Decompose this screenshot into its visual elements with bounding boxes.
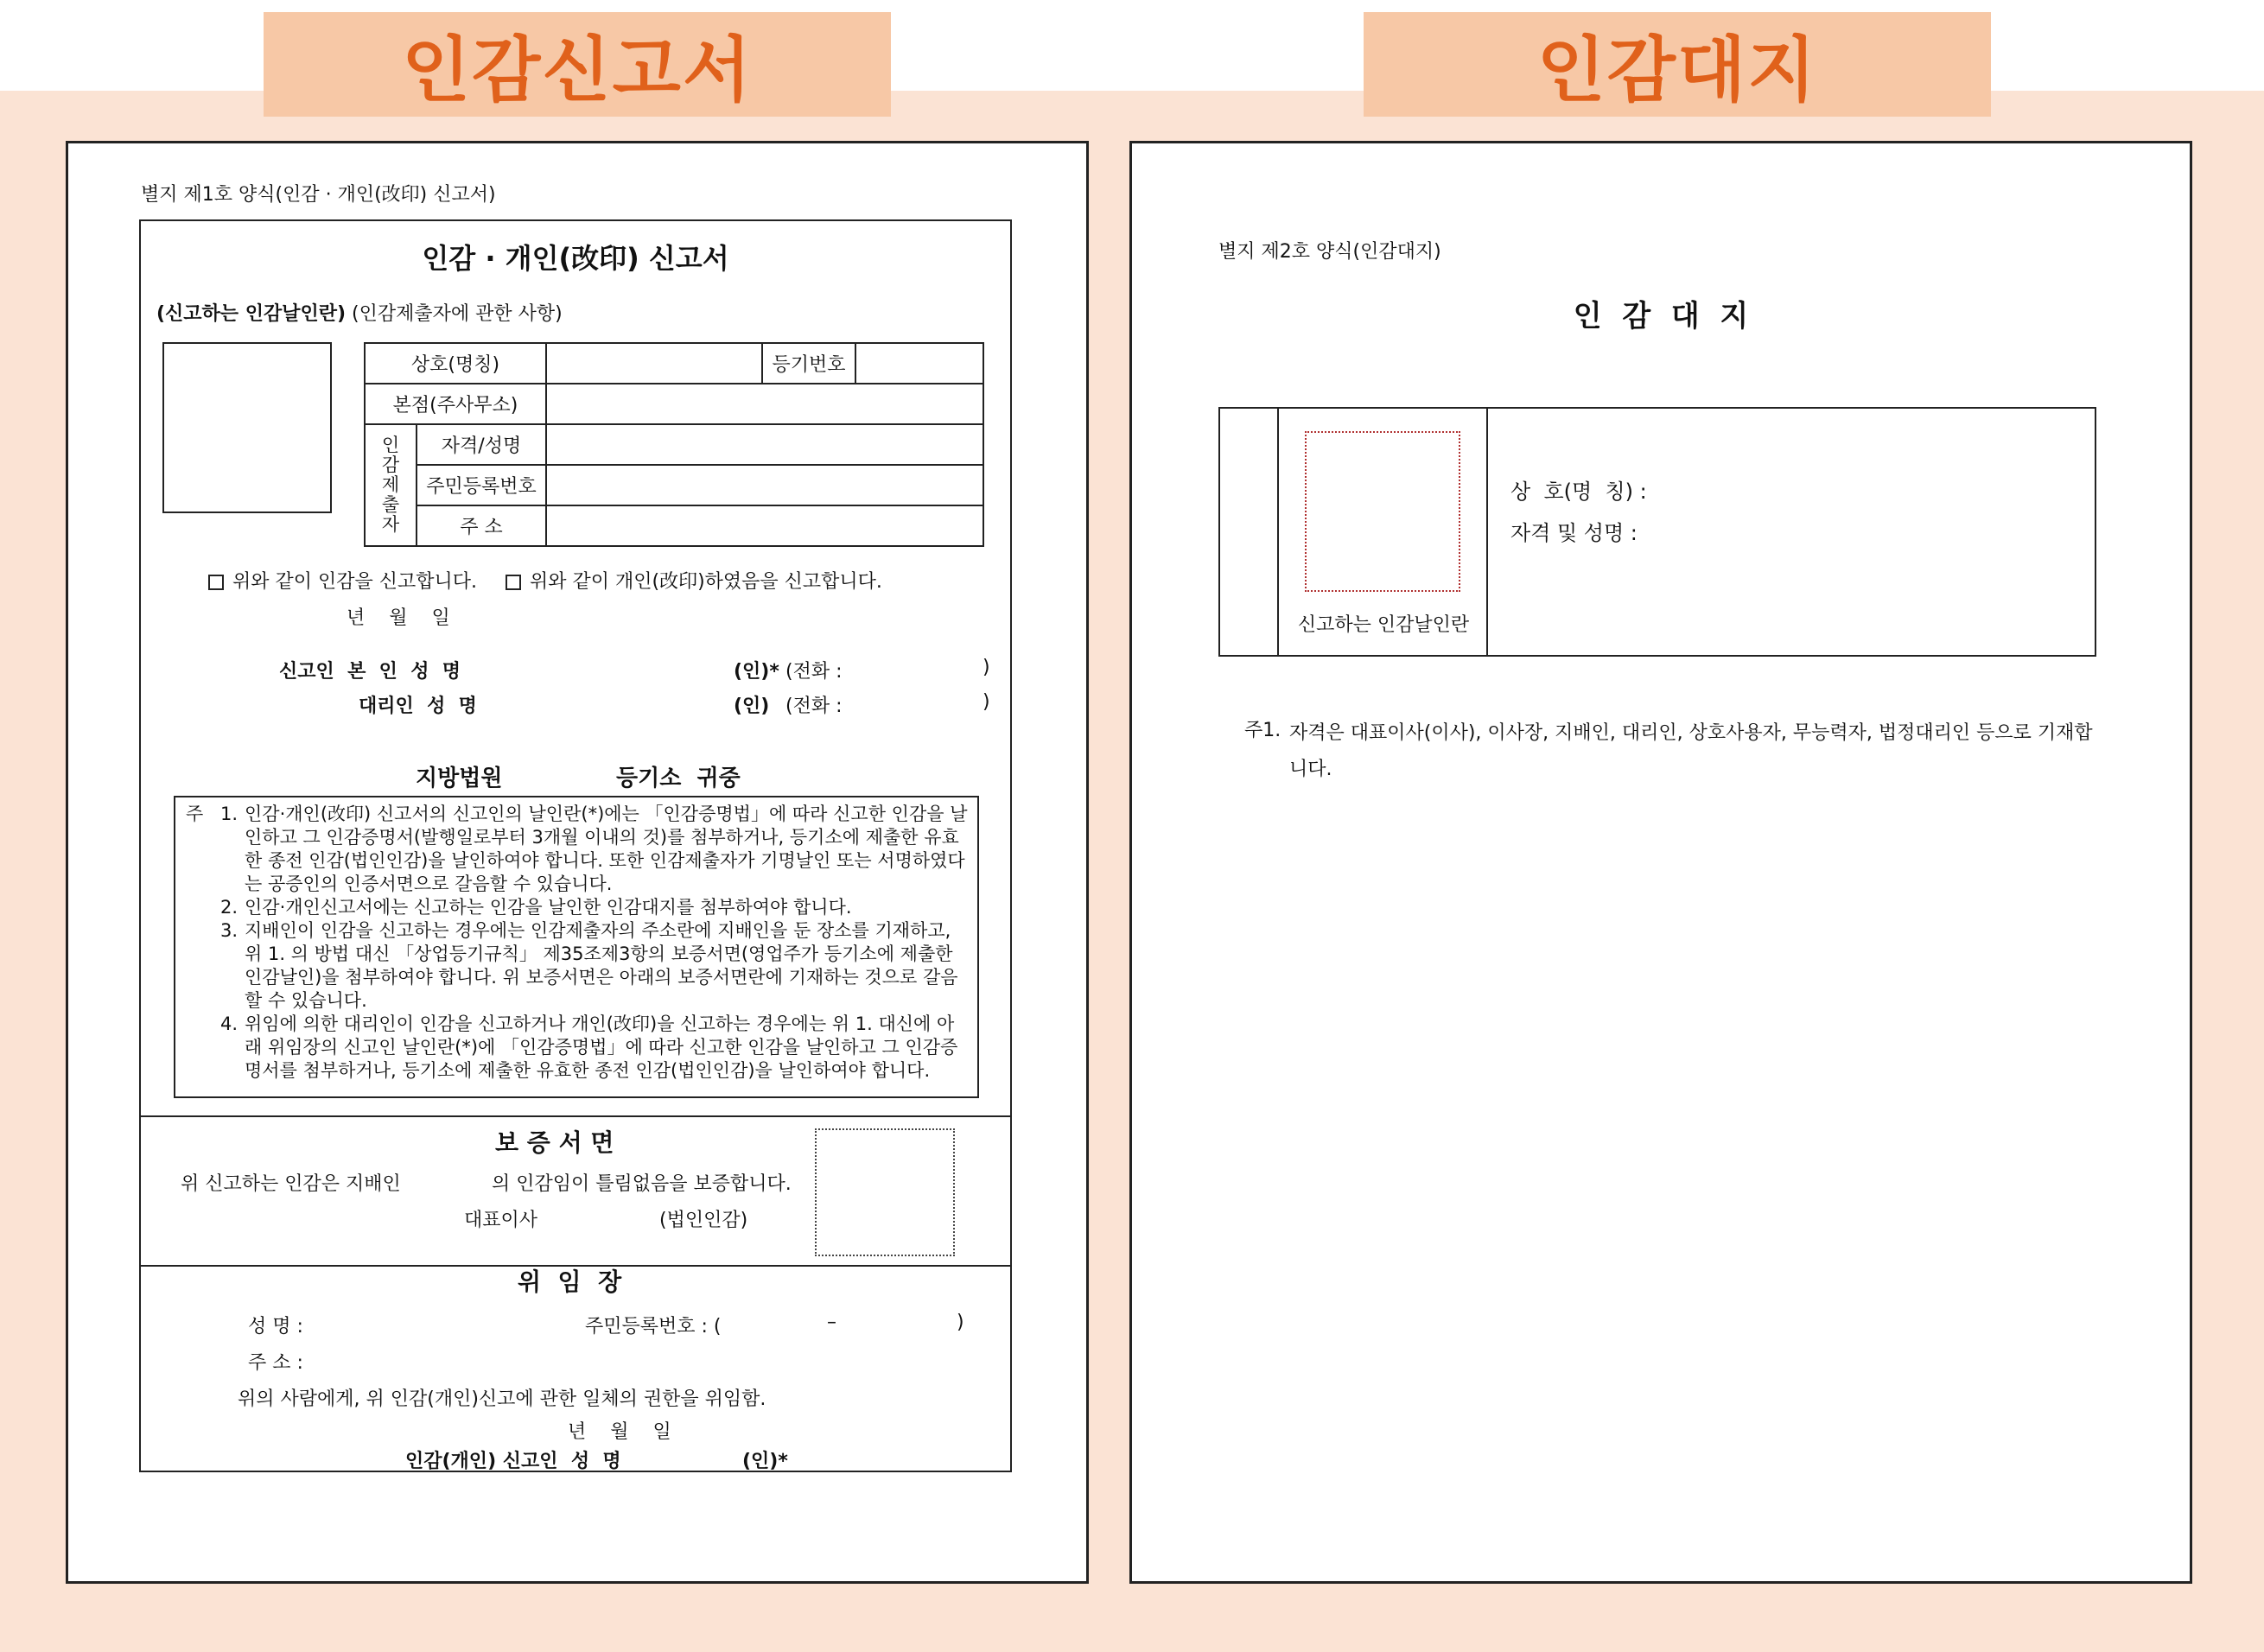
proxy-resident-close: ) <box>957 1312 964 1333</box>
seal-stamp-column <box>1279 409 1488 655</box>
attachment-label: 별지 제1호 양식(인감 · 개인(改印) 신고서) <box>141 184 496 206</box>
subtitle-rest: (인감제출자에 관한 사항) <box>352 303 563 325</box>
attachment-label-2: 별지 제2호 양식(인감대지) <box>1218 241 1441 263</box>
proxy-resident-dash: – <box>827 1312 836 1333</box>
seal-caption: 신고하는 인감날인란 <box>1297 614 1470 636</box>
field-reg-no[interactable] <box>855 343 983 384</box>
label-address: 주 소 <box>417 505 546 546</box>
declarant-seal: (인)* <box>734 661 779 683</box>
notes-box <box>174 796 979 1098</box>
report-date: 년 월 일 <box>347 607 450 629</box>
note-3-num: 3. <box>220 920 238 941</box>
banner-seal-report: 인감신고서 <box>264 12 891 117</box>
note-2-text: 인감·개인신고서에는 신고하는 인감을 날인한 인감대지를 첨부하여야 합니다. <box>245 897 852 918</box>
guarantee-line-b: 의 인감임이 틀림없음을 보증합니다. <box>492 1173 792 1195</box>
seal-stamp-box[interactable] <box>162 342 332 513</box>
note-1-num: 1. <box>220 804 238 824</box>
field-address[interactable] <box>546 505 983 546</box>
form-title: 인감 · 개인(改印) 신고서 <box>422 242 729 275</box>
note-1-text: 인감·개인(改印) 신고서의 신고인의 날인란(*)에는 「인감증명법」에 따라 신고한 인감을 날인하고 그 인감증명서(발행일로부터 3개월 이내의 것)를 첨부하거나, 등기소에 제출한 유효한 종전 인감(법인인감)을 날인하여야 합니다. 또한 인감제출자가 기명날인 또는 서명하였다는 공증인의 인증서면으로 갈음할 수 있습니다. <box>245 804 968 894</box>
field-resident-no[interactable] <box>546 465 983 505</box>
note-text-2: 자격은 대표이사(이사), 이사장, 지배인, 대리인, 상호사용자, 무능력자, 법정대리인 등으로 기재합니다. <box>1289 722 2093 780</box>
seal-report-form <box>139 219 1012 1472</box>
proxy-signer-label: 인감(개인) 신고인 성 명 <box>405 1451 621 1472</box>
field-qualification-name[interactable] <box>546 424 983 465</box>
label-qualification-name: 자격/성명 <box>417 424 546 465</box>
guarantee-ceo: 대표이사 <box>464 1210 538 1231</box>
seal-sheet-title: 인 감 대 지 <box>1573 299 1749 334</box>
declarant-name-label: 신고인 본 인 성 명 <box>279 661 461 683</box>
note-label-2: 주1. <box>1244 720 1281 741</box>
note-2-num: 2. <box>220 897 238 918</box>
note-4 <box>186 1013 969 1083</box>
seal-sheet-table <box>1218 407 2096 657</box>
registry-label: 등기소 귀중 <box>616 766 741 791</box>
check-report-seal-label: 위와 같이 인감을 신고합니다. <box>232 571 477 593</box>
corporate-seal-box[interactable] <box>815 1128 955 1256</box>
trade-name-label: 상 호(명 칭) : <box>1510 480 1647 504</box>
seal-stamp-area[interactable] <box>1305 431 1460 592</box>
check-report-change[interactable] <box>506 567 882 594</box>
seal-sheet-page <box>1129 141 2192 1584</box>
submitter-table <box>364 342 984 547</box>
field-trade-name[interactable] <box>546 343 762 384</box>
seal-sheet-blank-column <box>1220 409 1279 655</box>
seal-report-page <box>66 141 1089 1584</box>
banner-seal-sheet: 인감대지 <box>1364 12 1991 117</box>
label-head-office: 본점(주사무소) <box>365 384 546 424</box>
label-trade-name: 상호(명칭) <box>365 343 546 384</box>
proxy-name-label: 성 명 : <box>248 1316 303 1337</box>
note-label: 주 <box>186 804 204 824</box>
note-3 <box>186 919 969 1013</box>
note-4-text: 위임에 의한 대리인이 인감을 신고하거나 개인(改印)을 신고하는 경우에는 위 1. 대신에 아래 위임장의 신고인 날인란(*)에 「인감증명법」에 따라 신고한 인감을 날인하고 그 인감증명서를 첨부하거나, 등기소에 제출한 유효한 종전 인감(법인인감)을 날인하여야 합니다. <box>245 1013 958 1081</box>
check-report-seal[interactable] <box>208 567 477 594</box>
subtitle-bold: (신고하는 인감날인란) <box>156 303 347 325</box>
proxy-statement: 위의 사람에게, 위 인감(개인)신고에 관한 일체의 권한을 위임함. <box>238 1388 766 1410</box>
submitter-vertical-text: 인감제출자 <box>381 435 400 535</box>
note-2 <box>186 896 969 919</box>
guarantee-corp-seal: (법인인감) <box>659 1210 748 1231</box>
note-1 <box>186 803 969 896</box>
agent-phone-close: ) <box>983 691 990 713</box>
form-subtitle <box>156 299 563 326</box>
checkbox-icon[interactable] <box>506 575 521 590</box>
proxy-date: 년 월 일 <box>568 1421 671 1443</box>
proxy-address-label: 주 소 : <box>248 1352 303 1374</box>
declarant-phone: (전화 : <box>785 661 843 683</box>
note-4-num: 4. <box>220 1013 238 1034</box>
field-head-office[interactable] <box>546 384 983 424</box>
guarantee-line-a: 위 신고하는 인감은 지배인 <box>181 1173 401 1195</box>
qual-name-label: 자격 및 성명 : <box>1510 521 1638 545</box>
declarant-phone-close: ) <box>983 657 990 678</box>
proxy-seal: (인)* <box>742 1451 788 1472</box>
divider <box>141 1115 1010 1117</box>
agent-seal: (인) <box>734 696 770 717</box>
label-resident-no: 주민등록번호 <box>417 465 546 505</box>
proxy-resident-label: 주민등록번호 : ( <box>585 1316 722 1337</box>
proxy-title: 위 임 장 <box>518 1268 622 1296</box>
checkbox-icon[interactable] <box>208 575 224 590</box>
label-seal-submitter <box>365 424 417 546</box>
agent-name-label: 대리인 성 명 <box>359 696 477 717</box>
note-3-text: 지배인이 인감을 신고하는 경우에는 인감제출자의 주소란에 지배인을 둔 장소를 기재하고, 위 1. 의 방법 대신 「상업등기규칙」 제35조제3항의 보증서면(영업주가 등기소에 제출한 인감날인)을 첨부하여야 합니다. 위 보증서면은 아래의 보증서면란에 기재하는 것으로 갈음할 수 있습니다. <box>245 920 958 1011</box>
agent-phone: (전화 : <box>785 696 843 717</box>
check-report-change-label: 위와 같이 개인(改印)하였음을 신고합니다. <box>530 571 882 593</box>
guarantee-title: 보 증 서 면 <box>495 1128 614 1157</box>
court-label: 지방법원 <box>416 766 503 791</box>
label-reg-no: 등기번호 <box>762 343 855 384</box>
